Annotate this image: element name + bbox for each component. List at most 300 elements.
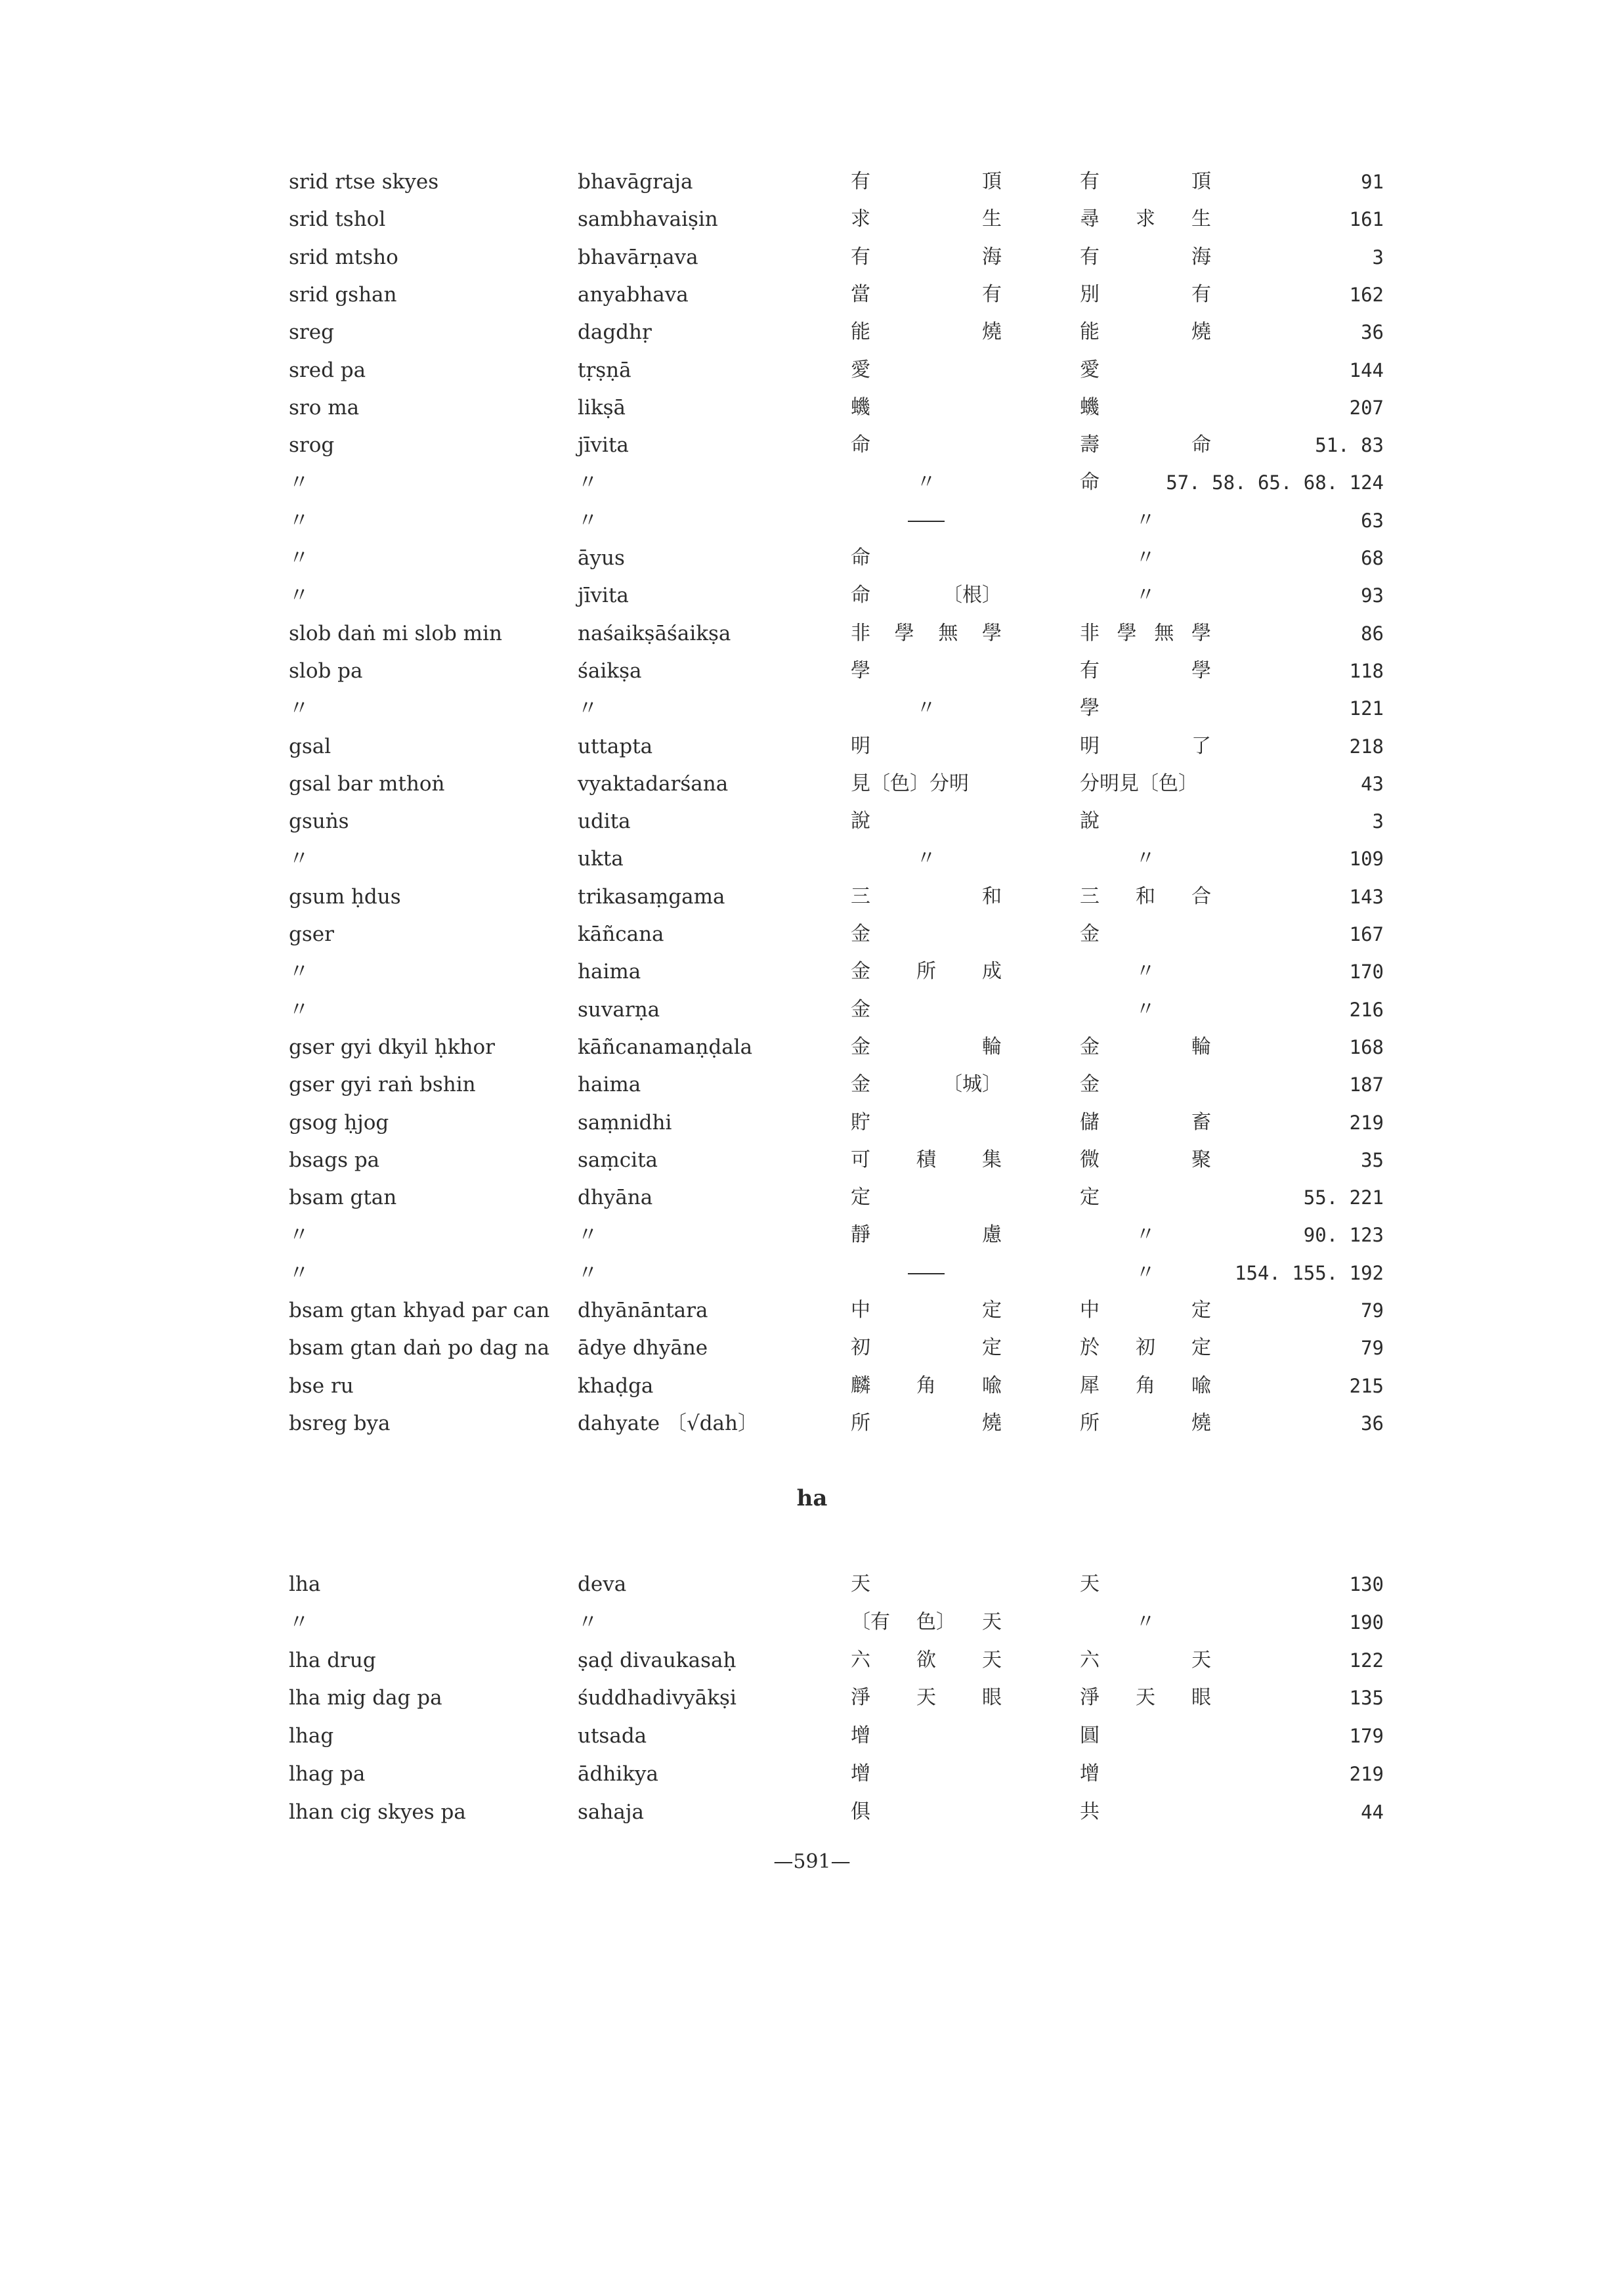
glyph: 貯 [851,1110,870,1134]
glyph: 明 [851,734,870,758]
tibetan-term: 〃 [289,471,309,495]
sanskrit-term: anyabhava [578,282,689,307]
glyph: 淨 [851,1686,870,1710]
glyph: 和 [982,884,1002,908]
page-number: —591— [773,1850,851,1873]
page-reference: 143 [1349,885,1384,908]
sanskrit-term: kāñcana [578,922,664,946]
chinese-translation-2 [1080,839,1211,878]
glyph: 天 [982,1648,1002,1672]
tibetan-term: lhan cig skyes pa [289,1800,466,1824]
glyph: 海 [1191,245,1211,269]
chinese-translation-2 [1080,1404,1211,1443]
chinese-translation-1 [851,802,1002,841]
page-reference: 130 [1349,1573,1384,1595]
sanskrit-term: udita [578,810,631,834]
glyph: 蟣 [1080,395,1100,419]
glyph: 增 [1080,1762,1100,1785]
sanskrit-term: saṃnidhi [578,1110,672,1135]
tibetan-term: srid gshan [289,282,397,307]
tibetan-term: sred pa [289,358,366,382]
tibetan-term: bsam gtan khyad par can [289,1299,550,1322]
page-reference: 93 [1361,584,1384,607]
page-reference: 144 [1349,358,1384,381]
glyph: 學 [1117,621,1137,645]
entry-row [0,1328,1624,1368]
entry-row [0,1065,1624,1104]
page-reference: 162 [1349,283,1384,306]
chinese-translation-1 [851,1103,1002,1142]
glyph: 〃 [1136,1261,1155,1284]
glyph: 生 [1191,207,1211,231]
glyph: 定 [982,1299,1002,1322]
tibetan-term: bsreg bya [289,1411,391,1435]
chinese-translation-2 [1080,1792,1211,1832]
entry-row [0,1140,1624,1180]
glyph: 喩 [982,1374,1002,1397]
glyph: 求 [1136,207,1155,231]
sanskrit-term: suvarṇa [578,997,660,1022]
entry-row [0,1716,1624,1756]
glyph: 金 [851,1035,870,1058]
tibetan-term: sro ma [289,395,360,420]
glyph: 有 [1080,170,1100,193]
tibetan-term: lha drug [289,1648,376,1672]
sanskrit-term: ukta [578,847,624,871]
glyph: 無 [938,621,958,645]
chinese-translation-2 [1080,162,1211,202]
chinese-translation-1 [851,576,1002,615]
glyph: 〃 [1136,584,1155,607]
glyph: 天 [1080,1572,1100,1595]
glyph: 共 [1080,1800,1100,1823]
glyph: 合 [1191,884,1211,908]
tibetan-term: gsuṅs [289,810,349,834]
sanskrit-term: jīvita [578,433,629,458]
chinese-translation-1 [851,614,1002,653]
page-reference: 44 [1361,1800,1384,1823]
page-reference: 90. 123 [1303,1224,1384,1247]
chinese-translation-2 [1080,313,1211,352]
tibetan-term: gsal bar mthoṅ [289,771,445,796]
page-reference: 215 [1349,1374,1384,1397]
chinese-translation-1 [851,1328,1002,1368]
page-reference: 57. 58. 65. 68. 124 [1166,471,1384,494]
chinese-translation-2 [1080,1565,1211,1604]
chinese-translation-1 [851,689,1002,728]
sanskrit-term: vyaktadarśana [578,771,729,796]
sanskrit-term: dahyate 〔√dah〕 [578,1411,758,1435]
chinese-translation-2 [1080,388,1211,427]
tibetan-term: bsam gtan daṅ po dag na [289,1336,550,1360]
glyph: 微 [1080,1148,1100,1171]
page-reference: 55. 221 [1303,1186,1384,1209]
glyph: 金 [851,922,870,945]
entry-row [0,1028,1624,1067]
chinese-translation-2 [1080,689,1211,728]
glyph: 〃 [1136,508,1155,532]
sanskrit-term: 〃 [578,508,598,532]
sanskrit-term: sambhavaiṣin [578,207,718,232]
sanskrit-term: śaikṣa [578,659,642,683]
glyph: 角 [916,1374,936,1397]
sanskrit-term: naśaikṣāśaikṣa [578,621,731,645]
sanskrit-term: dhyānāntara [578,1299,708,1322]
glyph: 定 [1191,1299,1211,1322]
chinese-translation-2 [1080,1065,1211,1104]
page-reference: 35 [1361,1148,1384,1171]
page-reference: 218 [1349,735,1384,758]
glyph: 〔根〕 [943,584,1002,607]
sanskrit-term: śuddhadivyākṣi [578,1686,737,1710]
chinese-translation-2 [1080,1678,1211,1718]
sanskrit-term: 〃 [578,1610,598,1634]
sanskrit-term: sahaja [578,1800,644,1824]
tibetan-term: gsog ḥjog [289,1110,389,1135]
chinese-translation-1 [851,1565,1002,1604]
page-reference: 167 [1349,923,1384,945]
glyph: 所 [1080,1411,1100,1435]
sanskrit-term: bhavāgraja [578,170,693,194]
glyph: 能 [1080,320,1100,344]
tibetan-term: lha mig dag pa [289,1686,442,1710]
chinese-translation-2 [1080,1140,1211,1180]
entry-row [0,238,1624,277]
chinese-translation-1 [851,1178,1002,1217]
chinese-translation-2 [1080,275,1211,314]
chinese-translation-2 [1080,238,1211,277]
chinese-translation-2 [1080,727,1211,766]
sanskrit-term: trikasaṃgama [578,884,725,909]
page-reference: 190 [1349,1611,1384,1634]
tibetan-term: 〃 [289,1223,309,1247]
glyph: 學 [894,621,914,645]
chinese-translation-2 [1080,576,1211,615]
glyph: 成 [982,960,1002,984]
glyph: 學 [1080,697,1100,720]
sanskrit-term: 〃 [578,471,598,495]
glyph: 學 [851,659,870,682]
glyph: 〃 [916,847,936,871]
entry-row [0,1215,1624,1255]
glyph: 輪 [982,1035,1002,1058]
entry-row [0,1404,1624,1443]
glyph: 壽 [1080,433,1100,457]
glyph: 命 [851,584,870,607]
page-reference: 207 [1349,396,1384,419]
glyph: 六 [1080,1648,1100,1672]
tibetan-term: gsum ḥdus [289,884,401,909]
glyph: 有 [1191,282,1211,306]
chinese-translation-2 [1080,200,1211,239]
chinese-translation-2 [1080,614,1211,653]
chinese-translation-1 [851,425,1002,465]
glyph: 〃 [1136,546,1155,569]
chinese-translation-2 [1080,802,1211,841]
sanskrit-term: kāñcanamaṇḍala [578,1035,753,1059]
glyph: 說 [851,810,870,833]
page-reference: 121 [1349,697,1384,720]
page-reference: 170 [1349,961,1384,984]
glyph: 有 [1080,659,1100,682]
chinese-translation-1 [851,1754,1002,1794]
tibetan-term: srid tshol [289,207,386,232]
entry-row [0,915,1624,954]
glyph: 當 [851,282,870,306]
chinese-translation-2 [1080,915,1211,954]
entry-row [0,1641,1624,1680]
glyph: 麟 [851,1374,870,1397]
glyph: 初 [851,1336,870,1360]
entry-row [0,1603,1624,1642]
glyph: 慮 [982,1223,1002,1247]
entry-row [0,764,1624,804]
tibetan-term: 〃 [289,847,309,871]
glyph: 有 [982,282,1002,306]
sanskrit-term: khaḍga [578,1374,654,1398]
chinese-translation-1 [851,1792,1002,1832]
glyph: 集 [982,1148,1002,1171]
tibetan-term: lhag [289,1724,334,1748]
page-reference: 43 [1361,772,1384,795]
glyph: 命 [851,433,870,457]
page-reference: 79 [1361,1337,1384,1360]
glyph: 增 [851,1762,870,1785]
chinese-translation-2 [1080,1178,1211,1217]
glyph [908,1273,945,1274]
tibetan-term: srog [289,433,335,458]
page-reference: 36 [1361,1412,1384,1435]
chinese-translation-1 [851,1065,1002,1104]
glyph: 蟣 [851,395,870,419]
tibetan-term: 〃 [289,546,309,570]
page-reference: 68 [1361,547,1384,569]
entry-row [0,1678,1624,1718]
sanskrit-term: uttapta [578,734,653,758]
chinese-translation-1 [851,200,1002,239]
glyph: 了 [1191,734,1211,758]
tibetan-term: bsags pa [289,1148,380,1172]
page-reference: 135 [1349,1687,1384,1710]
page-reference: 3 [1372,810,1384,833]
glyph: 色〕 [916,1610,956,1634]
glyph: 有 [1080,245,1100,269]
entry-row [0,990,1624,1029]
chinese-translation-1 [851,1716,1002,1756]
page-reference: 187 [1349,1073,1384,1096]
entry-row [0,1103,1624,1142]
glyph: 犀 [1080,1374,1100,1397]
tibetan-term: 〃 [289,1610,309,1634]
sanskrit-term: 〃 [578,1261,598,1285]
chinese-translation-2 [1080,538,1211,578]
page-reference: 79 [1361,1299,1384,1322]
glyph: 定 [1080,1186,1100,1209]
page-reference: 51. 83 [1315,434,1384,457]
chinese-translation-2 [1080,351,1211,390]
glyph: 增 [851,1724,870,1748]
chinese-translation-2 [1080,651,1211,691]
tibetan-term: 〃 [289,584,309,608]
entry-row [0,388,1624,427]
page-reference: 179 [1349,1725,1384,1748]
entry-row [0,1253,1624,1293]
glyph: 別 [1080,282,1100,306]
glyph: 積 [916,1148,936,1171]
page-reference: 122 [1349,1649,1384,1672]
entry-row [0,351,1624,390]
entry-row [0,1792,1624,1832]
tibetan-term: bse ru [289,1374,354,1398]
page-reference: 91 [1361,171,1384,193]
chinese-translation-2 [1080,952,1211,991]
entry-row [0,877,1624,917]
entry-row [0,463,1624,502]
entry-row [0,162,1624,202]
glyph: 見〔色〕分明 [851,771,969,795]
glyph: 求 [851,207,870,231]
glyph: 〃 [1136,1610,1155,1634]
glyph: 三 [851,884,870,908]
chinese-translation-1 [851,162,1002,202]
tibetan-term: srid mtsho [289,245,398,269]
tibetan-term: slob pa [289,659,363,683]
tibetan-term: gser gyi raṅ bshin [289,1073,476,1097]
tibetan-term: 〃 [289,508,309,532]
chinese-translation-2 [1080,1641,1211,1680]
entry-row [0,1291,1624,1330]
entry-row [0,200,1624,239]
sanskrit-term: ādhikya [578,1762,658,1786]
chinese-translation-1 [851,501,1002,522]
chinese-translation-2 [1080,1291,1211,1330]
sanskrit-term: ṣaḍ divaukasaḥ [578,1648,737,1672]
glyph: 學 [981,621,1002,645]
chinese-translation-1 [851,238,1002,277]
chinese-translation-1 [851,1678,1002,1718]
glyph: 〃 [1136,1223,1155,1247]
chinese-translation-1 [851,1603,1002,1642]
chinese-translation-2 [1080,990,1211,1029]
chinese-translation-1 [851,1253,1002,1274]
sanskrit-term: saṃcita [578,1148,658,1172]
glyph: 分明見〔色〕 [1080,771,1198,795]
chinese-translation-1 [851,313,1002,352]
glyph: 中 [851,1299,870,1322]
glyph: 天 [916,1686,936,1710]
glyph: 〃 [916,697,936,720]
sanskrit-term: dagdhṛ [578,320,652,345]
page-reference: 109 [1349,848,1384,871]
chinese-translation-1 [851,727,1002,766]
sanskrit-term: bhavārṇava [578,245,698,269]
sanskrit-term: 〃 [578,697,598,721]
glyph: 金 [851,1073,870,1096]
glyph: 靜 [851,1223,870,1247]
chinese-translation-1 [851,764,1002,804]
glyph: 聚 [1191,1148,1211,1171]
tibetan-term: lha [289,1572,321,1596]
sanskrit-term: āyus [578,546,625,570]
chinese-translation-2 [1080,1603,1211,1642]
chinese-translation-1 [851,351,1002,390]
tibetan-term: lhag pa [289,1762,366,1786]
glyph: 所 [916,960,936,984]
sanskrit-term: haima [578,960,641,984]
glyph: 〔有 [851,1610,890,1634]
page-reference: 168 [1349,1035,1384,1058]
tibetan-term: 〃 [289,960,309,984]
page-reference: 118 [1349,659,1384,682]
chinese-translation-2 [1080,764,1211,804]
glyph: 金 [1080,1073,1100,1096]
page-reference: 216 [1349,998,1384,1021]
glyph: 眼 [982,1686,1002,1710]
glyph: 欲 [916,1648,936,1672]
sanskrit-term: deva [578,1572,627,1596]
entry-row [0,839,1624,878]
glyph: 金 [851,960,870,984]
chinese-translation-2 [1080,877,1211,917]
chinese-translation-1 [851,1028,1002,1067]
glyph: 燒 [1191,1411,1211,1435]
chinese-translation-1 [851,1641,1002,1680]
chinese-translation-2 [1080,1028,1211,1067]
glyph: 命 [851,546,870,569]
entry-row [0,1754,1624,1794]
glyph: 圓 [1080,1724,1100,1748]
glyph: 頂 [982,170,1002,193]
glyph: 尋 [1080,207,1100,231]
glyph: 眼 [1191,1686,1211,1710]
sanskrit-term: likṣā [578,395,626,420]
glyph: 淨 [1080,1686,1100,1710]
chinese-translation-2 [1080,1716,1211,1756]
entry-row [0,275,1624,314]
glyph: 喩 [1191,1374,1211,1397]
glyph: 燒 [982,320,1002,344]
tibetan-term: bsam gtan [289,1186,397,1210]
chinese-translation-2 [1080,1366,1211,1406]
chinese-translation-2 [1080,1253,1211,1293]
glyph: 說 [1080,810,1100,833]
glyph: 學 [1191,621,1211,645]
glyph: 命 [1191,433,1211,457]
glyph: 天 [982,1610,1002,1634]
chinese-translation-1 [851,1291,1002,1330]
entry-row [0,538,1624,578]
sanskrit-term: haima [578,1073,641,1097]
entry-row [0,689,1624,728]
entry-row [0,1366,1624,1406]
glyph: 角 [1136,1374,1155,1397]
entry-row [0,576,1624,615]
entry-row [0,1178,1624,1217]
glyph: 初 [1136,1336,1155,1360]
entry-row [0,727,1624,766]
glyph: 能 [851,320,870,344]
tibetan-term: gser gyi dkyil ḥkhor [289,1035,495,1059]
chinese-translation-2 [1080,501,1211,540]
glyph: 無 [1154,621,1174,645]
glyph: 頂 [1191,170,1211,193]
glyph: 天 [1191,1648,1211,1672]
glyph: 天 [851,1572,870,1595]
sanskrit-term: 〃 [578,1223,598,1247]
glyph: 愛 [851,358,870,381]
entry-row [0,1565,1624,1604]
chinese-translation-1 [851,915,1002,954]
